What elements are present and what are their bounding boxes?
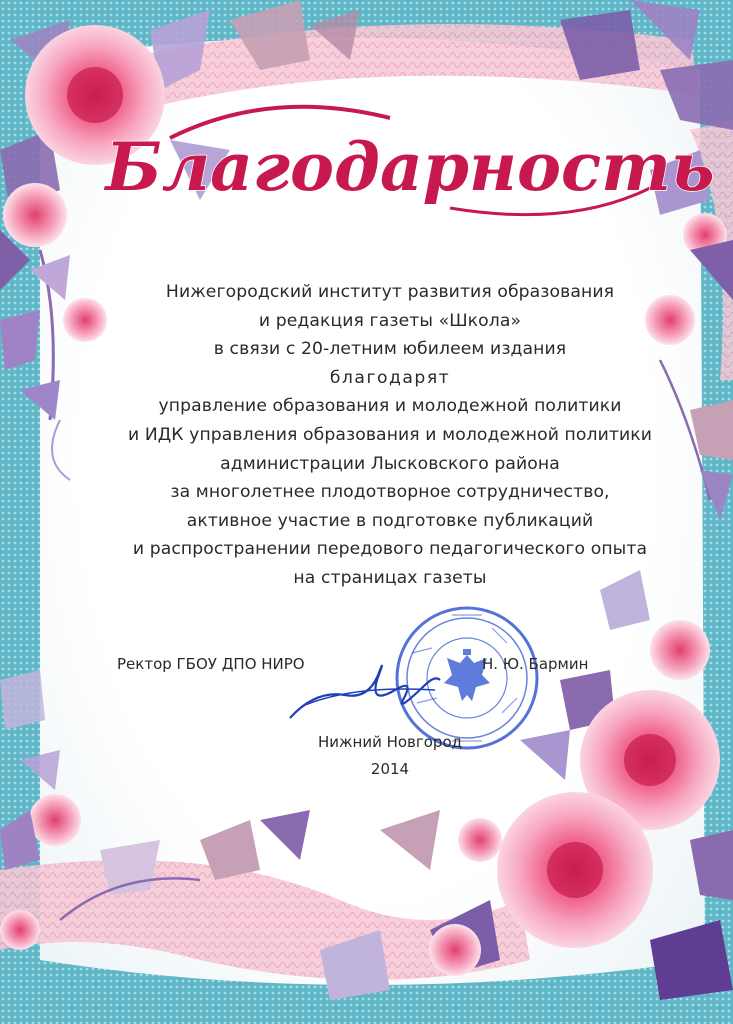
signatory-name: Н. Ю. Бармин [482,655,589,673]
body-line: благодарят [329,367,451,388]
certificate-body [100,278,680,593]
body-line: и распространении передового педагогического опыта [132,539,648,560]
body-line: в связи с 20-летним юбилеем издания [213,339,567,360]
year: 2014 [370,760,410,778]
body-line: и редакция газеты «Школа» [258,310,522,331]
body-line: Нижегородский институт развития образования [165,282,615,302]
title-text: Благодарность [105,128,715,206]
certificate-title [105,98,715,228]
body-line: за многолетнее плодотворное сотрудничество, [170,482,610,503]
body-line: управление образования и молодежной политики [158,396,622,417]
body-line: и ИДК управления образования и молодежной политики [127,424,652,445]
body-line: на страницах газеты [293,567,487,588]
city: Нижний Новгород [317,733,463,751]
signatory-position: Ректор ГБОУ ДПО НИРО [117,655,305,673]
handwritten-signature [285,650,445,725]
body-line: активное участие в подготовке публикаций [186,510,594,531]
body-line: администрации Лысковского района [220,453,560,474]
